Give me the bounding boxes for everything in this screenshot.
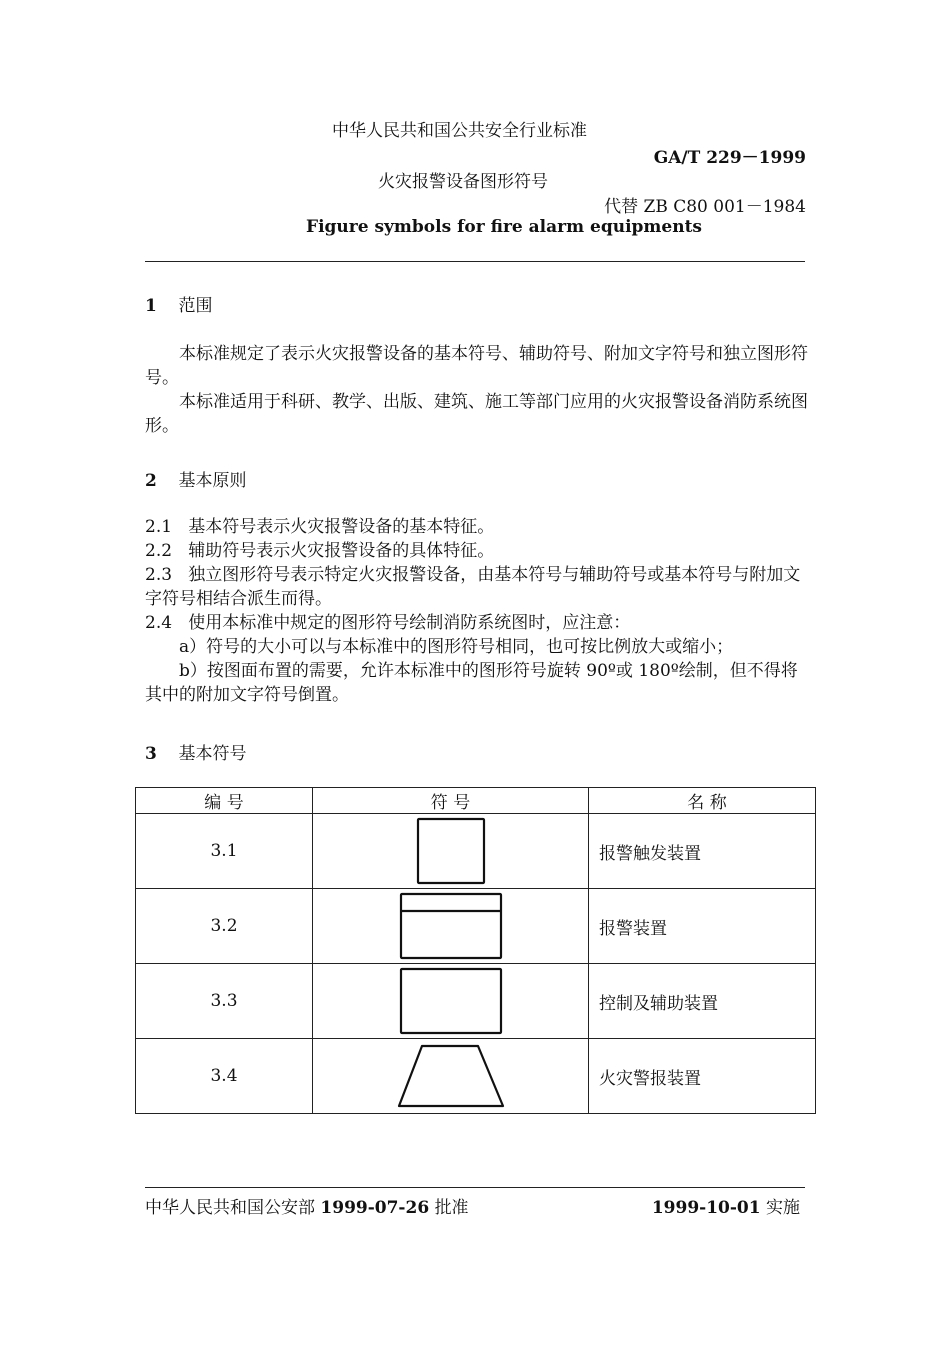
row-number: 3.2: [136, 889, 313, 964]
header-rule: [145, 261, 805, 262]
row-symbol: [313, 964, 589, 1039]
clause-number: 2.4: [145, 613, 173, 633]
footer-approve-word: 批准: [434, 1198, 469, 1218]
table-header-row: [136, 788, 816, 814]
footer-approve-date: 1999-07-26: [320, 1198, 430, 1218]
row-symbol: [313, 1039, 589, 1114]
clause-number: 2.2: [145, 541, 173, 561]
title-en: Figure symbols for fire alarm equipments: [306, 217, 702, 237]
row-number: 3.1: [136, 814, 313, 889]
footer-issuer: 中华人民共和国公安部: [145, 1198, 315, 1218]
rect-with-band-symbol-icon: [398, 891, 504, 961]
row-name: 火灾警报装置: [589, 1039, 816, 1114]
col-header-name: 名 称: [589, 788, 816, 814]
trapezoid-symbol-icon: [395, 1042, 507, 1110]
footer-rule: [145, 1187, 805, 1188]
section-1-body: [145, 342, 810, 438]
clause-number: 2.3: [145, 565, 173, 585]
section-3-heading: [145, 739, 246, 764]
row-number: 3.4: [136, 1039, 313, 1114]
section-1-title: 范围: [178, 296, 213, 316]
footer-approval: [145, 1193, 469, 1218]
footer-impl-word: 实施: [766, 1198, 800, 1218]
clause-2-4-b: b）按图面布置的需要，允许本标准中的图形符号旋转 90º或 180º绘制，但不得将其中的附加文字符号倒置。: [145, 661, 798, 705]
section-1-number: 1: [145, 296, 157, 316]
title-cn: 火灾报警设备图形符号: [378, 172, 548, 192]
clause-2-4-a: a）符号的大小可以与本标准中的图形符号相同，也可按比例放大或缩小；: [179, 637, 734, 657]
row-symbol: [313, 889, 589, 964]
clause-text: 基本符号表示火灾报警设备的基本特征。: [188, 517, 495, 537]
clause-2-3: [145, 563, 810, 611]
section-1-heading: [145, 291, 212, 316]
col-header-number: 编 号: [136, 788, 313, 814]
section-2-title: 基本原则: [178, 471, 247, 491]
table-row: [136, 1039, 816, 1114]
basic-symbols-table: [135, 787, 816, 1114]
clause-2-4: [145, 611, 810, 635]
section-2-body: [145, 515, 810, 707]
section-2-heading: [145, 466, 246, 491]
clause-2-1: [145, 515, 810, 539]
footer-implementation: [652, 1193, 800, 1218]
row-number: 3.3: [136, 964, 313, 1039]
replaces-note: 代替 ZB C80 001－1984: [604, 197, 806, 217]
standard-line: 中华人民共和国公共安全行业标准: [332, 121, 587, 141]
section-3-number: 3: [145, 744, 157, 764]
clause-text: 使用本标准中规定的图形符号绘制消防系统图时，应注意：: [188, 613, 631, 633]
section-1-paragraph-2: 本标准适用于科研、教学、出版、建筑、施工等部门应用的火灾报警设备消防系统图形。: [145, 392, 808, 436]
row-name: 报警装置: [589, 889, 816, 964]
row-name: 报警触发装置: [589, 814, 816, 889]
table-row: [136, 814, 816, 889]
row-symbol: [313, 814, 589, 889]
section-3-title: 基本符号: [178, 744, 247, 764]
footer-impl-date: 1999-10-01: [651, 1198, 761, 1218]
section-1-paragraph-1: 本标准规定了表示火灾报警设备的基本符号、辅助符号、附加文字符号和独立图形符号。: [145, 344, 808, 388]
col-header-symbol: 符 号: [313, 788, 589, 814]
clause-text: 独立图形符号表示特定火灾报警设备，由基本符号与辅助符号或基本符号与附加文字符号相结合派生而得。: [145, 565, 801, 609]
section-2-number: 2: [145, 471, 157, 491]
row-name: 控制及辅助装置: [589, 964, 816, 1039]
table-row: [136, 964, 816, 1039]
clause-2-2: [145, 539, 810, 563]
clause-number: 2.1: [145, 517, 173, 537]
square-symbol-icon: [415, 816, 487, 886]
standard-code: GA/T 229－1999: [653, 148, 806, 168]
clause-text: 辅助符号表示火灾报警设备的具体特征。: [188, 541, 495, 561]
rectangle-symbol-icon: [398, 966, 504, 1036]
table-row: [136, 889, 816, 964]
